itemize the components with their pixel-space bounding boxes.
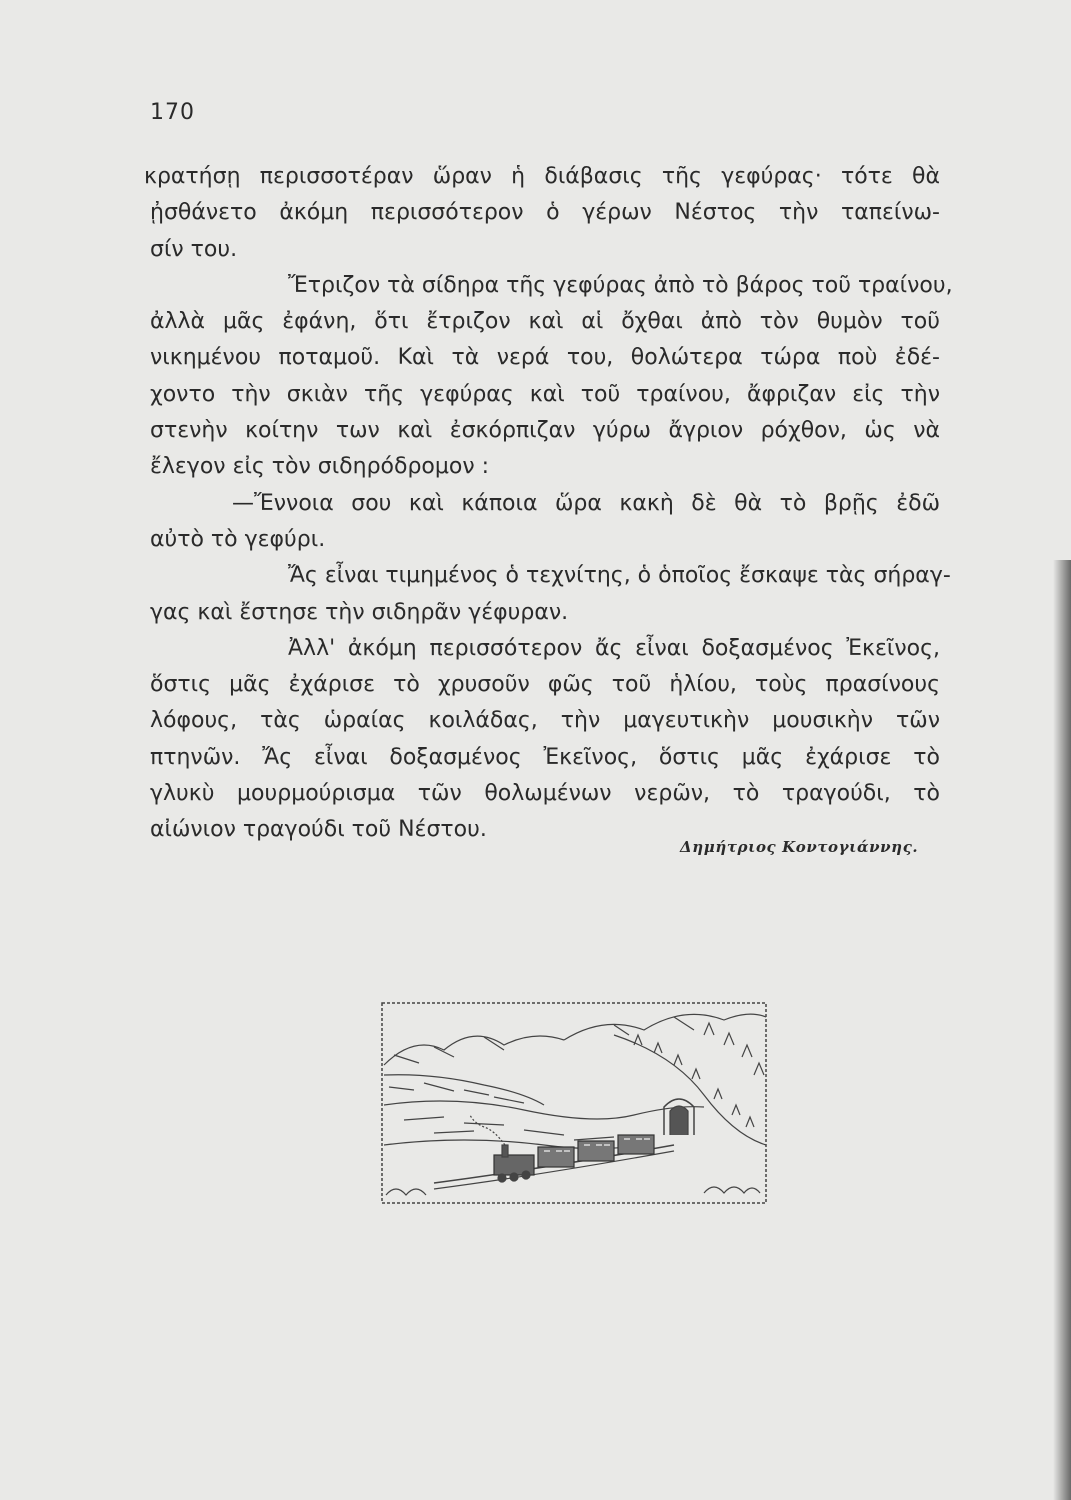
text-line: ὅστις μᾶς ἐχάρισε τὸ χρυσοῦν φῶς τοῦ ἡλίου, τοὺς πρασίνους — [150, 672, 940, 698]
text-line: γας καὶ ἔστησε τὴν σιδηρᾶν γέφυραν. — [150, 599, 569, 625]
page-edge-shadow — [1053, 560, 1071, 1500]
text-line: Ἔτριζον τὰ σίδηρα τῆς γεφύρας ἀπὸ τὸ βάρος τοῦ τραίνου, — [288, 272, 953, 298]
text-line: στενὴν κοίτην των καὶ ἐσκόρπιζαν γύρω ἄγριον ρόχθον, ὡς νὰ — [150, 418, 940, 444]
text-line: πτηνῶν. Ἄς εἶναι δοξασμένος Ἐκεῖνος, ὅστις μᾶς ἐχάρισε τὸ — [150, 744, 940, 770]
body-text — [144, 159, 953, 849]
text-line: νικημένου ποταμοῦ. Καὶ τὰ νερά του, θολώτερα τώρα ποὺ ἐδέ- — [150, 345, 940, 371]
text-line: γλυκὺ μουρμούρισμα τῶν θολωμένων νερῶν, τὸ τραγούδι, τὸ — [150, 781, 940, 807]
page-number: 170 — [150, 100, 195, 125]
text-line: —Ἔννοια σου καὶ κάποια ὥρα κακὴ δὲ θὰ τὸ βρῇς ἐδῶ — [232, 490, 940, 516]
text-line: αὐτὸ τὸ γεφύρι. — [150, 526, 326, 552]
text-line: Ἀλλ' ἀκόμη περισσότερον ἄς εἶναι δοξασμένος Ἐκεῖνος, — [288, 635, 940, 661]
text-line: κρατήσῃ περισσοτέραν ὥραν ἡ διάβασις τῆς γεφύρας· τότε θὰ — [144, 164, 940, 189]
author-signature: Δημήτριος Κοντογιάννης. — [680, 838, 919, 856]
text-line: χοντο τὴν σκιὰν τῆς γεφύρας καὶ τοῦ τραίνου, ἄφριζαν εἰς τὴν — [150, 381, 940, 407]
text-line: ᾐσθάνετο ἀκόμη περισσότερον ὁ γέρων Νέστος τὴν ταπείνω- — [150, 200, 940, 226]
text-line: Ἄς εἶναι τιμημένος ὁ τεχνίτης, ὁ ὁποῖος ἔσκαψε τὰς σήραγ- — [288, 563, 951, 589]
text-line: αἰώνιον τραγούδι τοῦ Νέστου. — [150, 817, 487, 843]
text-line: ἀλλὰ μᾶς ἐφάνη, ὅτι ἔτριζον καὶ αἱ ὄχθαι ἀπὸ τὸν θυμὸν τοῦ — [150, 309, 940, 335]
train-landscape-illustration — [374, 995, 774, 1211]
text-line: λόφους, τὰς ὡραίας κοιλάδας, τὴν μαγευτικὴν μουσικὴν τῶν — [150, 708, 940, 734]
text-line: ἔλεγον εἰς τὸν σιδηρόδρομον : — [150, 454, 490, 480]
text-line: σίν του. — [150, 236, 238, 262]
